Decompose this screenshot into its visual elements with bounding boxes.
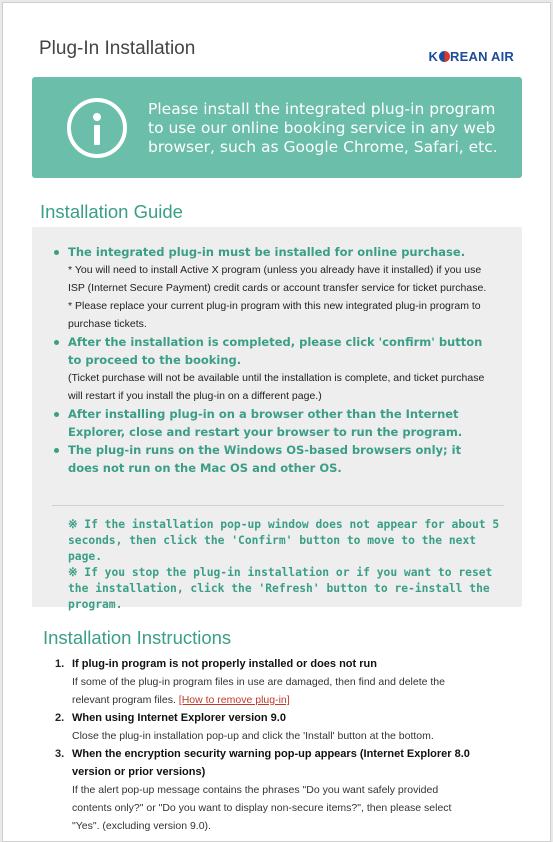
banner-text: Please install the integrated plug-in program to use our online booking service in any web browser, such as Google Chrome, Safari, etc. (148, 100, 498, 156)
installation-guide-title: Installation Guide (40, 201, 183, 222)
instruction-body: Close the plug-in installation pop-up and click the 'Install' button at the bottom. (72, 730, 434, 742)
plugin-installation-page (2, 2, 551, 842)
guide-item-note: (Ticket purchase will not be available until the installation is complete, and ticket purchase will restart if you install the plug-in on a different page.) (68, 372, 485, 402)
instruction-number: 1. (55, 658, 65, 670)
korean-air-logo (428, 49, 514, 64)
install-notice-banner (32, 77, 522, 178)
confirm-notice: ※ If the installation pop-up window does not appear for about 5 seconds, then click the 'Confirm' button to move to the next page. (68, 518, 500, 563)
instruction-number: 2. (55, 712, 65, 724)
instruction-text: If some of the plug-in program files in use are damaged, then find and delete the relevant program files. (72, 676, 445, 706)
guide-notices (68, 517, 500, 613)
guide-divider (52, 505, 504, 506)
instruction-number: 3. (55, 748, 65, 760)
page-title: Plug-In Installation (39, 38, 196, 59)
instructions-list (55, 655, 475, 835)
guide-item (52, 405, 492, 441)
instruction-item (55, 745, 475, 835)
info-icon (67, 98, 127, 158)
guide-item (52, 333, 492, 405)
instruction-heading: When using Internet Explorer version 9.0 (72, 712, 286, 724)
logo-text-end: REAN AIR (450, 49, 514, 64)
guide-item-heading: The integrated plug-in must be installed for online purchase. (68, 245, 466, 259)
taeguk-icon (439, 51, 450, 62)
installation-guide-box (32, 227, 522, 611)
instruction-item (55, 655, 475, 709)
header (3, 3, 550, 77)
installation-instructions-title: Installation Instructions (43, 627, 232, 648)
logo-text-start: K (428, 49, 439, 64)
how-to-remove-plugin-link[interactable]: [How to remove plug-in] (178, 694, 290, 706)
instruction-heading: If plug-in program is not properly installed or does not run (72, 658, 377, 670)
instruction-item (55, 709, 475, 745)
instruction-body (72, 673, 475, 709)
refresh-notice: ※ If you stop the plug-in installation or if you want to reset the installation, click the 'Refresh' button to re-install the program. (68, 566, 493, 611)
guide-item (52, 243, 492, 333)
guide-list (52, 243, 492, 477)
guide-item-note: * Please replace your current plug-in program with this new integrated plug-in program to purchase tickets. (68, 300, 481, 330)
instruction-body: If the alert pop-up message contains the phrases "Do you want safely provided contents only?" or "Do you want to display non-secure items?", then please select "Yes". (excluding version 9.0). (72, 784, 452, 832)
guide-item-note: * You will need to install Active X program (unless you already have it installed) if you use ISP (Internet Secure Payment) credit cards or account transfer service for ticket purchase. (68, 264, 487, 294)
guide-item-heading: After the installation is completed, please click 'confirm' button to proceed to the booking. (68, 335, 483, 367)
guide-item-heading: The plug-in runs on the Windows OS-based browsers only; it does not run on the Mac OS and other OS. (68, 443, 462, 475)
guide-item-heading: After installing plug-in on a browser other than the Internet Explorer, close and restart your browser to run the program. (68, 407, 463, 439)
instruction-heading: When the encryption security warning pop-up appears (Internet Explorer 8.0 version or prior versions) (72, 748, 470, 778)
guide-item (52, 441, 492, 477)
